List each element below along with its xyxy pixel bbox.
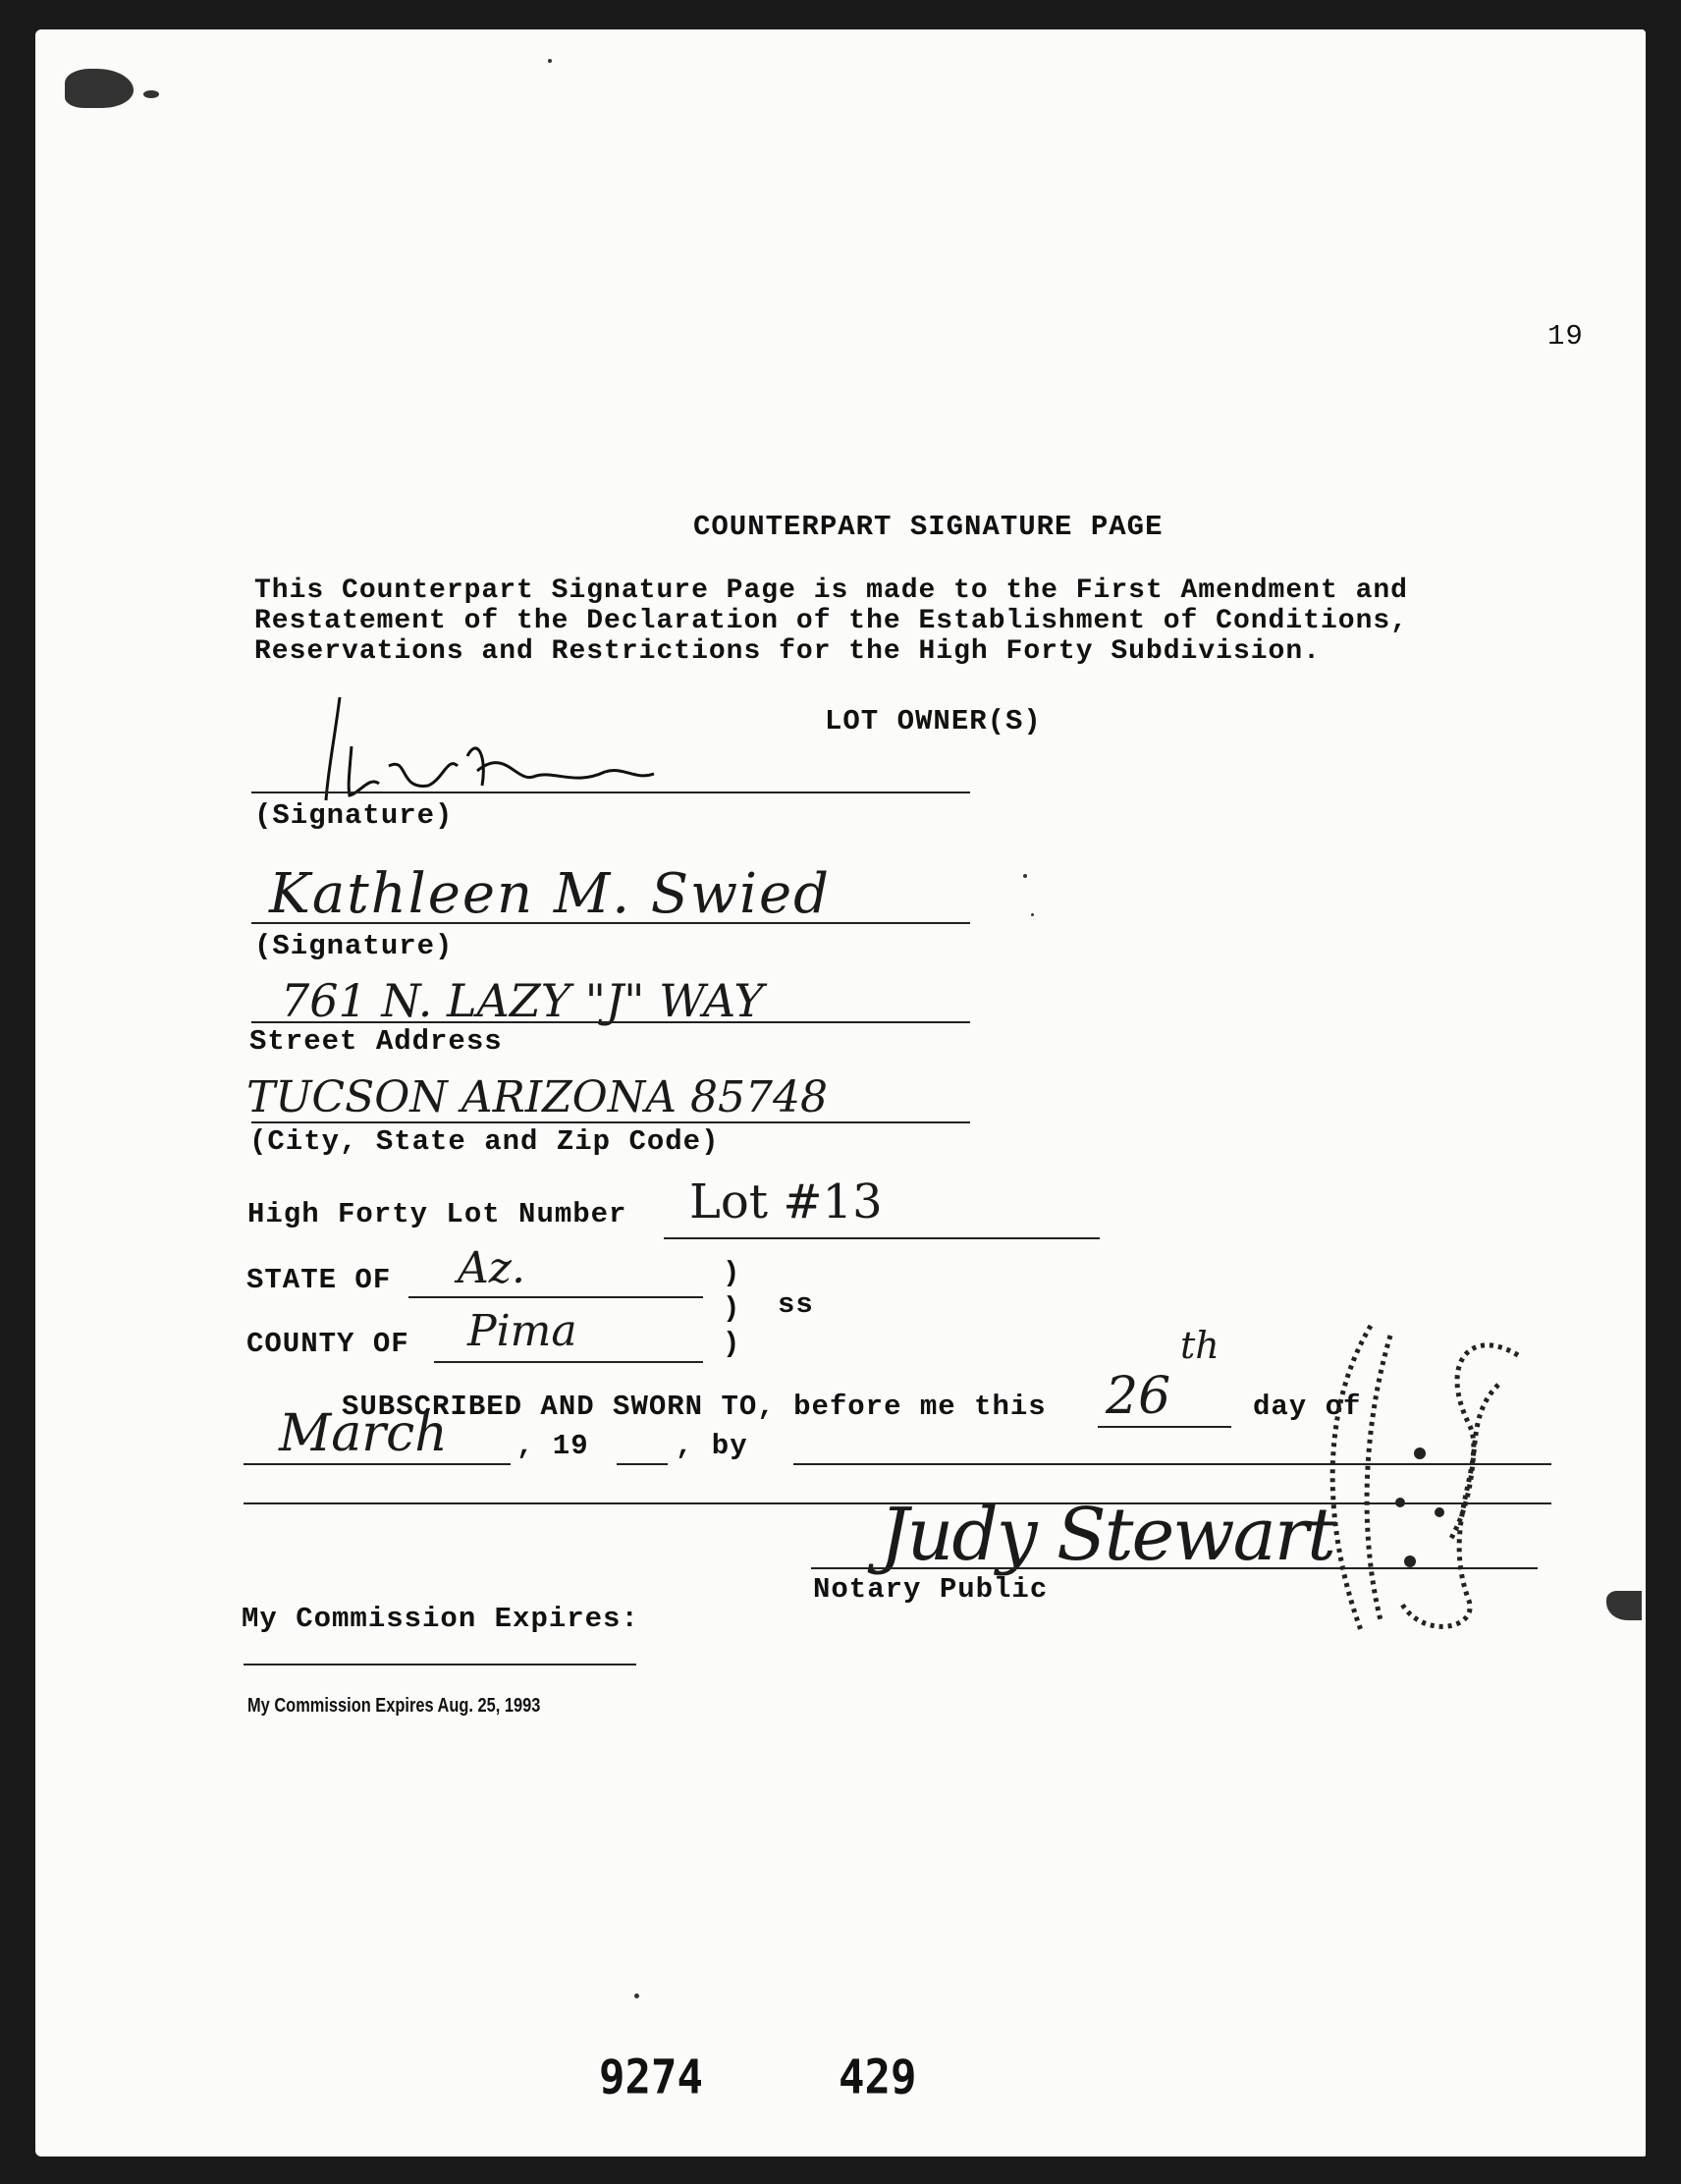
city-state-zip-line bbox=[251, 1121, 970, 1123]
commission-label: My Commission Expires: bbox=[242, 1603, 639, 1635]
sworn-day-suffix: th bbox=[1180, 1324, 1220, 1367]
lot-number-line bbox=[664, 1237, 1100, 1239]
sworn-month-line bbox=[244, 1463, 511, 1465]
page-title: COUNTERPART SIGNATURE PAGE bbox=[693, 511, 1164, 543]
intro-line-3: Reservations and Restrictions for the High Forty Subdivision. bbox=[254, 636, 1321, 667]
street-address-value: 761 N. LAZY "J" WAY bbox=[281, 974, 764, 1027]
ss-paren: ) bbox=[723, 1292, 741, 1325]
signature-2: Kathleen M. Swied bbox=[269, 862, 831, 926]
state-paren: ) bbox=[723, 1257, 741, 1289]
signature-1-scrawl bbox=[281, 678, 693, 805]
commission-line bbox=[244, 1664, 636, 1665]
state-of-label: STATE OF bbox=[246, 1264, 392, 1296]
city-state-zip-label: (City, State and Zip Code) bbox=[249, 1125, 720, 1158]
scan-speck bbox=[1023, 874, 1027, 878]
city-state-zip-value: TUCSON ARIZONA 85748 bbox=[246, 1072, 828, 1122]
ss-label: ss bbox=[778, 1288, 814, 1321]
signature-1-line bbox=[251, 792, 970, 793]
scan-speck bbox=[1606, 1591, 1642, 1620]
year-prefix: , 19 bbox=[516, 1430, 589, 1462]
sworn-day-line bbox=[1098, 1426, 1231, 1428]
scan-speck bbox=[65, 69, 134, 108]
notary-seal bbox=[1302, 1306, 1538, 1660]
scan-speck bbox=[548, 59, 552, 63]
commission-stamp: My Commission Expires Aug. 25, 1993 bbox=[247, 1695, 541, 1717]
state-of-value: Az. bbox=[458, 1243, 525, 1293]
street-address-label: Street Address bbox=[249, 1025, 503, 1058]
lot-number-value: Lot #13 bbox=[689, 1174, 883, 1229]
sworn-month: March bbox=[279, 1404, 448, 1463]
scan-speck bbox=[1031, 913, 1034, 916]
footer-number-1: 9274 bbox=[599, 2049, 703, 2105]
county-of-line bbox=[434, 1361, 703, 1363]
signature-2-label: (Signature) bbox=[254, 930, 454, 962]
county-paren: ) bbox=[723, 1328, 741, 1360]
by-label: , by bbox=[676, 1430, 748, 1462]
page-number: 19 bbox=[1547, 320, 1584, 353]
scan-speck bbox=[143, 90, 159, 98]
year-line bbox=[617, 1463, 668, 1465]
notary-signature: Judy Stewart bbox=[880, 1493, 1334, 1577]
state-of-line bbox=[408, 1296, 703, 1298]
lot-owners-label: LOT OWNER(S) bbox=[825, 705, 1042, 737]
signature-1-label: (Signature) bbox=[254, 799, 454, 832]
day-of-label: day of bbox=[1253, 1391, 1362, 1423]
county-of-value: Pima bbox=[467, 1306, 577, 1356]
signature-2-line bbox=[251, 922, 970, 924]
document-page bbox=[35, 29, 1646, 2157]
scan-speck bbox=[634, 1993, 639, 1998]
sworn-day: 26 bbox=[1106, 1367, 1171, 1426]
footer-number-2: 429 bbox=[839, 2049, 917, 2105]
county-of-label: COUNTY OF bbox=[246, 1328, 409, 1360]
lot-number-label: High Forty Lot Number bbox=[247, 1198, 627, 1230]
intro-line-2: Restatement of the Declaration of the Establishment of Conditions, bbox=[254, 606, 1408, 636]
sworn-text: SUBSCRIBED AND SWORN TO, before me this bbox=[342, 1391, 1047, 1423]
notary-label: Notary Public bbox=[813, 1573, 1049, 1606]
intro-line-1: This Counterpart Signature Page is made to the First Amendment and bbox=[254, 575, 1408, 606]
street-address-line bbox=[251, 1021, 970, 1023]
